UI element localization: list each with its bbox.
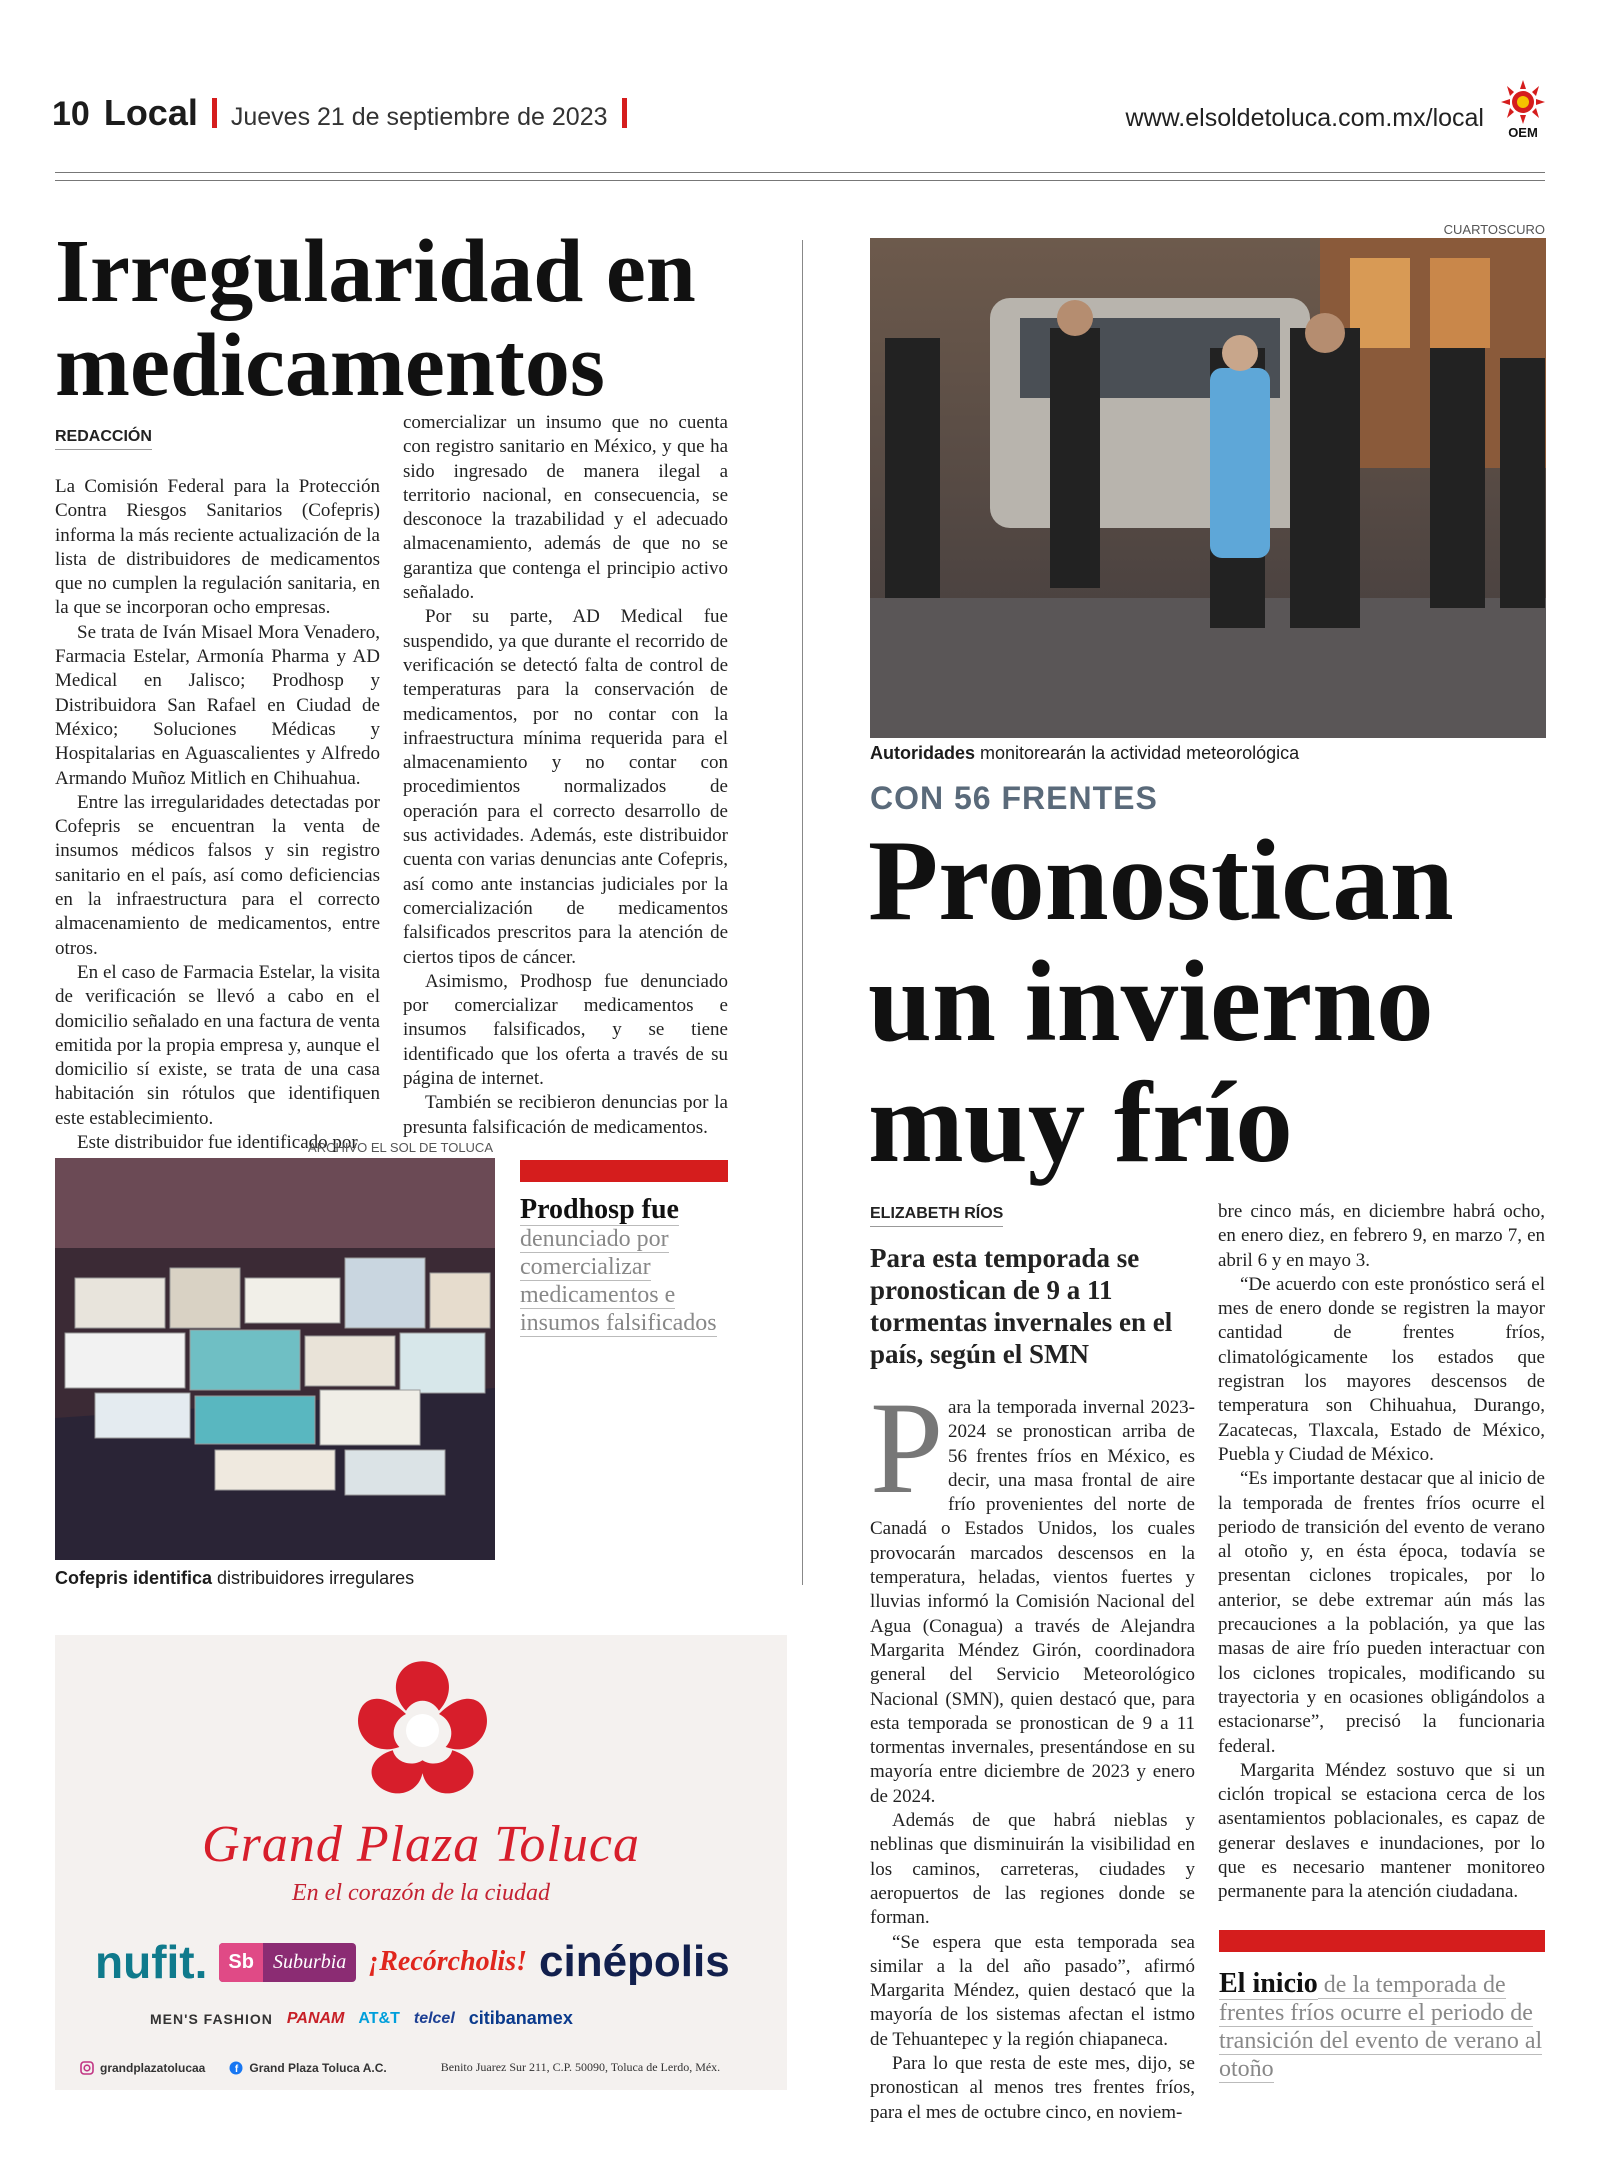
paragraph: comercializar un insumo que no cuenta con registro sanitario en México, y que ha sido ingresado de manera ilegal a territorio nacional, en consecuencia, se desconoce la trazabilidad y el adecuado almacenamiento, además de que no se garantiza que contenga el principio activo señalado. bbox=[403, 412, 728, 604]
column-divider bbox=[802, 240, 803, 1585]
header-date: Jueves 21 de septiembre de 2023 bbox=[230, 103, 608, 131]
paragraph: La Comisión Federal para la Protección Contra Riesgos Sanitarios (Cofepris) informa la más reciente actualización de la lista de distribuidores de medicamentos que no cumplen la regulación sanitaria, en la que se incorporan ocho empresas. bbox=[55, 476, 380, 619]
pullquote-accent-bar bbox=[520, 1160, 728, 1182]
left-article-byline: REDACCIÓN bbox=[55, 428, 152, 450]
page-header bbox=[52, 92, 627, 134]
ad-instagram[interactable] bbox=[80, 2061, 205, 2075]
left-article-column-2 bbox=[403, 411, 728, 1140]
ad-brand-logos bbox=[95, 1935, 755, 1989]
brand-suburbia bbox=[219, 1943, 356, 1982]
paragraph: ara la temporada invernal 2023-2024 se pronostican arriba de 56 frentes fríos en México, es decir, una masa frontal de aire frío provenientes del norte de Canadá o Estados Unidos, los cuales provocarán marcados descensos en la temperatura, heladas, vientos fuertes y lluvias informó la Comisión Nacional del Agua (Conagua) a través de Alejandra Margarita Méndez Girón, coordinadora general del Servicio Meteorológico Nacional (SMN), quien destacó que, para esta temporada se pronostican de 9 a 11 tormentas invernales, presentándose en su mayoría entre diciembre de 2023 y enero de 2024. bbox=[870, 1397, 1195, 1807]
right-article-headline: Pronostican un invierno muy frío bbox=[868, 817, 1454, 1186]
right-article-byline: ELIZABETH RÍOS bbox=[870, 1205, 1003, 1227]
suburbia-logo: Sb bbox=[219, 1943, 263, 1982]
page-number: 10 bbox=[52, 95, 90, 133]
instagram-icon bbox=[80, 2061, 94, 2075]
right-photo-credit: CUARTOSCURO bbox=[1443, 222, 1545, 237]
paragraph: Por su parte, AD Medical fue suspendido, ya que durante el recorrido de verificación se detectó falta de control de temperaturas para la conservación de medicamentos, por no contar con la infraestructura mínima requerida para el almacenamiento y no contar con procedimientos normalizados de operación para el correcto desarrollo de sus actividades. Además, este distribuidor cuenta con varias denuncias ante Cofepris, así como ante instancias judiciales por la comercialización de medicamentos falsificados prescritos para la atención de ciertos tipos de cáncer. bbox=[403, 606, 728, 968]
left-article-headline: Irregularidad en medicamentos bbox=[55, 222, 696, 415]
left-pullquote bbox=[520, 1196, 728, 1337]
left-photo-credit: ARCHIVO EL SOL DE TOLUCA bbox=[308, 1140, 493, 1155]
caption-text: distribuidores irregulares bbox=[212, 1568, 415, 1588]
pullquote-lead: Prodhosp fue bbox=[520, 1194, 679, 1225]
pullquote-lead: El inicio bbox=[1219, 1968, 1318, 1999]
brand-telcel: telcel bbox=[413, 2009, 455, 2027]
right-article-column-2 bbox=[1218, 1200, 1545, 1905]
paragraph: En el caso de Farmacia Estelar, la visita de verificación se llevó a cabo en el domicilio señalado en una factura de venta emitida por la propia empresa y, aunque el domicilio sí existe, se trata de una casa habitación sin rótulos que identifiquen este establecimiento. bbox=[55, 961, 380, 1129]
brand-citibanamex: citibanamex bbox=[468, 2008, 573, 2028]
ad-address: Benito Juarez Sur 211, C.P. 50090, Toluca de Lerdo, Méx. bbox=[440, 2060, 721, 2074]
paragraph: Entre las irregularidades detectadas por Cofepris se encuentran la venta de insumos médicos falsos y sin registro sanitario en el país, así como deficiencias en la infraestructura para el correcto almacenamiento de medicamentos, entre otros. bbox=[55, 791, 380, 959]
header-divider bbox=[212, 98, 217, 128]
paragraph: bre cinco más, en diciembre habrá ocho, en enero diez, en febrero 9, en marzo 7, en abril 6 y en mayo 3. bbox=[1218, 1201, 1545, 1271]
right-article-kicker: CON 56 FRENTES bbox=[870, 780, 1158, 816]
paragraph: Se trata de Iván Misael Mora Venadero, Farmacia Estelar, Armonía Pharma y AD Medical en Jalisco; Prodhosp y Distribuidora San Rafael en Ciudad de México; Soluciones Médicas y Hospitalarias en Aguascalientes y Alfredo Armando Muñoz Mitlich en Chihuahua. bbox=[55, 621, 380, 789]
oem-logo-text: OEM bbox=[1508, 125, 1538, 140]
header-rule bbox=[55, 180, 1545, 181]
paragraph: Este distribuidor fue identificado por bbox=[77, 1132, 358, 1154]
ad-footer bbox=[80, 2060, 760, 2075]
pullquote-text: denunciado por comercializar medicamentos e insumos falsificados bbox=[520, 1226, 717, 1336]
people-walking-street-photo bbox=[870, 238, 1546, 738]
ad-brand-logos-secondary bbox=[150, 2008, 710, 2029]
paragraph: Asimismo, Prodhosp fue denunciado por comercializar medicamentos e insumos falsificados, y se tiene identificado que los oferta a través de su página de internet. bbox=[403, 970, 728, 1090]
brand-panam: PANAM bbox=[286, 2009, 345, 2027]
ad-brand-name: Grand Plaza Toluca bbox=[202, 1816, 640, 1873]
paragraph: “Es importante destacar que al inicio de la temporada de frentes fríos ocurre el periodo de transición del evento de verano al otoño y, en ésta época, todavía se presentan ciclones tropicales, por lo anterior, se debe extremar aún más las precauciones a la población, ya que las masas de aire frío pueden interactuar con los ciclones tropicales, modificando su trayectoria y en ocasiones obligándolos a estacionarse”, precisó la funcionaria federal. bbox=[1218, 1468, 1545, 1757]
paragraph: También se recibieron denuncias por la presunta falsificación de medicamentos. bbox=[403, 1092, 728, 1138]
drop-cap-spacer bbox=[870, 1396, 948, 1496]
pullquote-accent-bar bbox=[1219, 1930, 1545, 1952]
caption-bold: Cofepris identifica bbox=[55, 1568, 213, 1588]
paragraph: Además de que habrá nieblas y neblinas que disminuirán la visibilidad en los caminos, carreteras, ciudades y aeropuertos de las regiones donde se forman. bbox=[870, 1810, 1195, 1929]
svg-text:f: f bbox=[235, 2063, 239, 2075]
ad-facebook[interactable] bbox=[229, 2061, 386, 2075]
section-name: Local bbox=[103, 92, 198, 133]
right-article-column-1 bbox=[870, 1396, 1195, 2125]
brand-mens-fashion: MEN'S FASHION bbox=[150, 2010, 273, 2027]
brand-cinepolis: cinépolis bbox=[539, 1937, 730, 1986]
header-url[interactable]: www.elsoldetoluca.com.mx/local bbox=[1125, 104, 1484, 132]
facebook-handle: Grand Plaza Toluca A.C. bbox=[249, 2060, 387, 2075]
left-photo-caption bbox=[55, 1568, 414, 1589]
brand-nufit: nufit. bbox=[95, 1936, 208, 1988]
drop-cap: P bbox=[870, 1374, 944, 1521]
pullquote-text: de la temporada de frentes fríos ocurre el periodo de transición del evento de verano al otoño bbox=[1219, 1972, 1543, 2082]
instagram-handle: grandplazatolucaa bbox=[100, 2060, 206, 2075]
ad-tagline: En el corazón de la ciudad bbox=[292, 1880, 550, 1906]
caption-bold: Autoridades bbox=[870, 743, 976, 763]
brand-recorcholis: ¡Recórcholis! bbox=[368, 1946, 527, 1977]
right-photo-caption bbox=[870, 743, 1299, 764]
left-article-column-1 bbox=[55, 475, 380, 1155]
header-divider bbox=[622, 98, 627, 128]
brand-att: AT&T bbox=[358, 2009, 400, 2027]
oem-sun-logo-icon bbox=[1498, 80, 1548, 140]
paragraph: “De acuerdo con este pronóstico será el mes de enero donde se registren la mayor cantidad de frentes fríos, climatológicamente los estados que registran los mayores descensos de temperatura son Chihuahua, Durango, Zacatecas, Tlaxcala, Estado de México, Puebla y Ciudad de México. bbox=[1218, 1273, 1545, 1465]
caption-text: monitorearán la actividad meteorológica bbox=[975, 743, 1300, 763]
paragraph: Margarita Méndez sostuvo que si un ciclón tropical se estaciona cerca de los asentamientos poblacionales, es capaz de generar deslaves e inundaciones, por lo que es necesario mantener monitoreo permanente para la atención ciudadana. bbox=[1218, 1759, 1545, 1903]
paragraph: Para lo que resta de este mes, dijo, se pronostican al menos tres frentes fríos, para el mes de octubre cinco, en noviem- bbox=[870, 2053, 1195, 2123]
paragraph: “Se espera que esta temporada sea similar a la del año pasado”, afirmó Margarita Méndez, quien destacó que la mayoría de los sistemas afectan el istmo de Tehuantepec y la región chiapaneca. bbox=[870, 1931, 1195, 2050]
grand-plaza-flower-logo-icon bbox=[340, 1648, 505, 1813]
right-pullquote bbox=[1219, 1970, 1545, 2083]
right-article-subhead: Para esta temporada se pronostican de 9 a 11 tormentas invernales en el país, según el SMN bbox=[870, 1243, 1173, 1369]
suburbia-text: Suburbia bbox=[272, 1950, 347, 1973]
facebook-icon bbox=[229, 2061, 243, 2075]
medicine-boxes-photo bbox=[55, 1158, 495, 1560]
header-rule bbox=[55, 172, 1545, 173]
